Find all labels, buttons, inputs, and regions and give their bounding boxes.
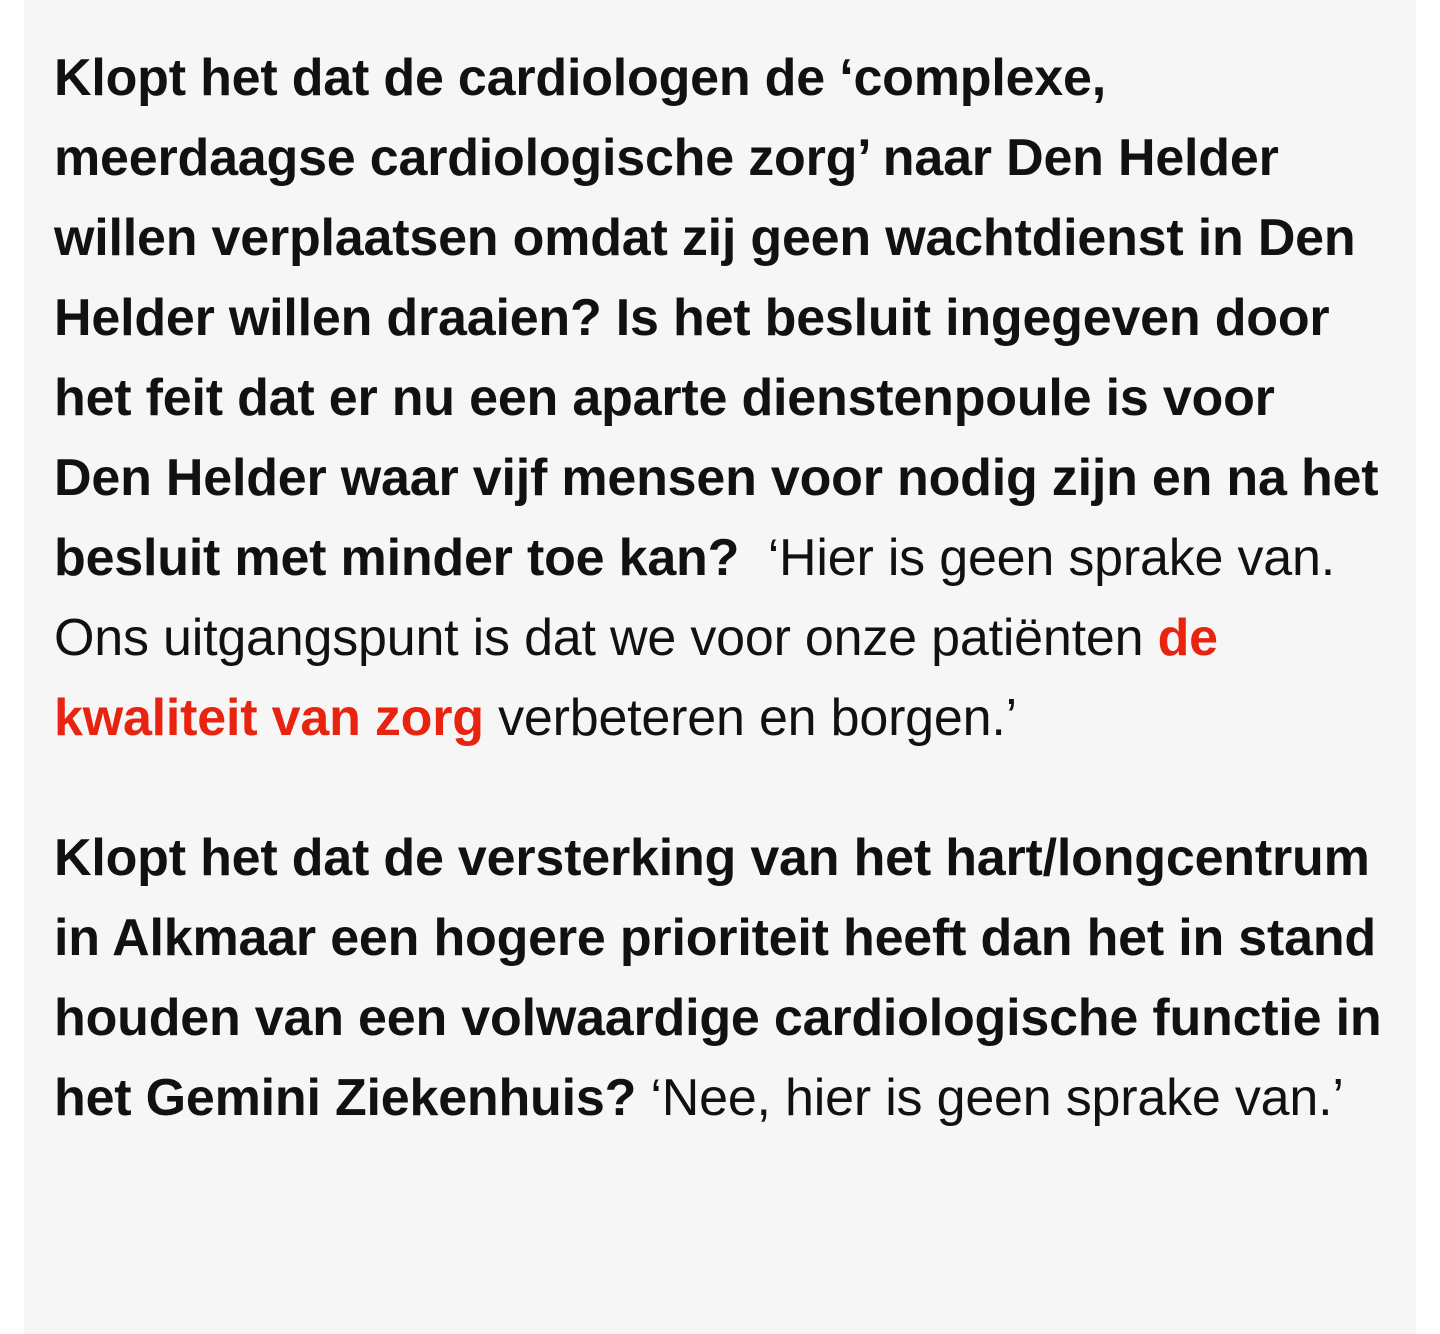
article-content-panel: [24, 0, 1416, 1334]
answer-2: ‘Nee, hier is geen sprake van.’: [650, 1069, 1344, 1127]
quality-of-care-link[interactable]: de kwaliteit van zorg: [54, 609, 1218, 747]
question-1: Klopt het dat de cardiologen de ‘complexe, meerdaagse cardiologische zorg’ naar Den Helder willen verplaatsen omdat zij geen wachtdienst in Den Helder willen draaien? Is het besluit ingegeven door het feit dat er nu een aparte dienstenpoule is voor Den Helder waar vijf mensen voor nodig zijn en na het besluit met minder toe kan?: [54, 49, 1379, 587]
answer-1-end: verbeteren en borgen.’: [483, 689, 1017, 747]
qa-paragraph-1: [54, 38, 1386, 758]
answer-1-start: ‘Hier is geen sprake van. Ons uitgangspunt is dat we voor onze patiënten: [54, 529, 1335, 667]
question-2: Klopt het dat de versterking van het hart/longcentrum in Alkmaar een hogere prioriteit heeft dan het in stand houden van een volwaardige cardiologische functie in het Gemini Ziekenhuis?: [54, 829, 1382, 1127]
qa-paragraph-2: [54, 818, 1386, 1138]
